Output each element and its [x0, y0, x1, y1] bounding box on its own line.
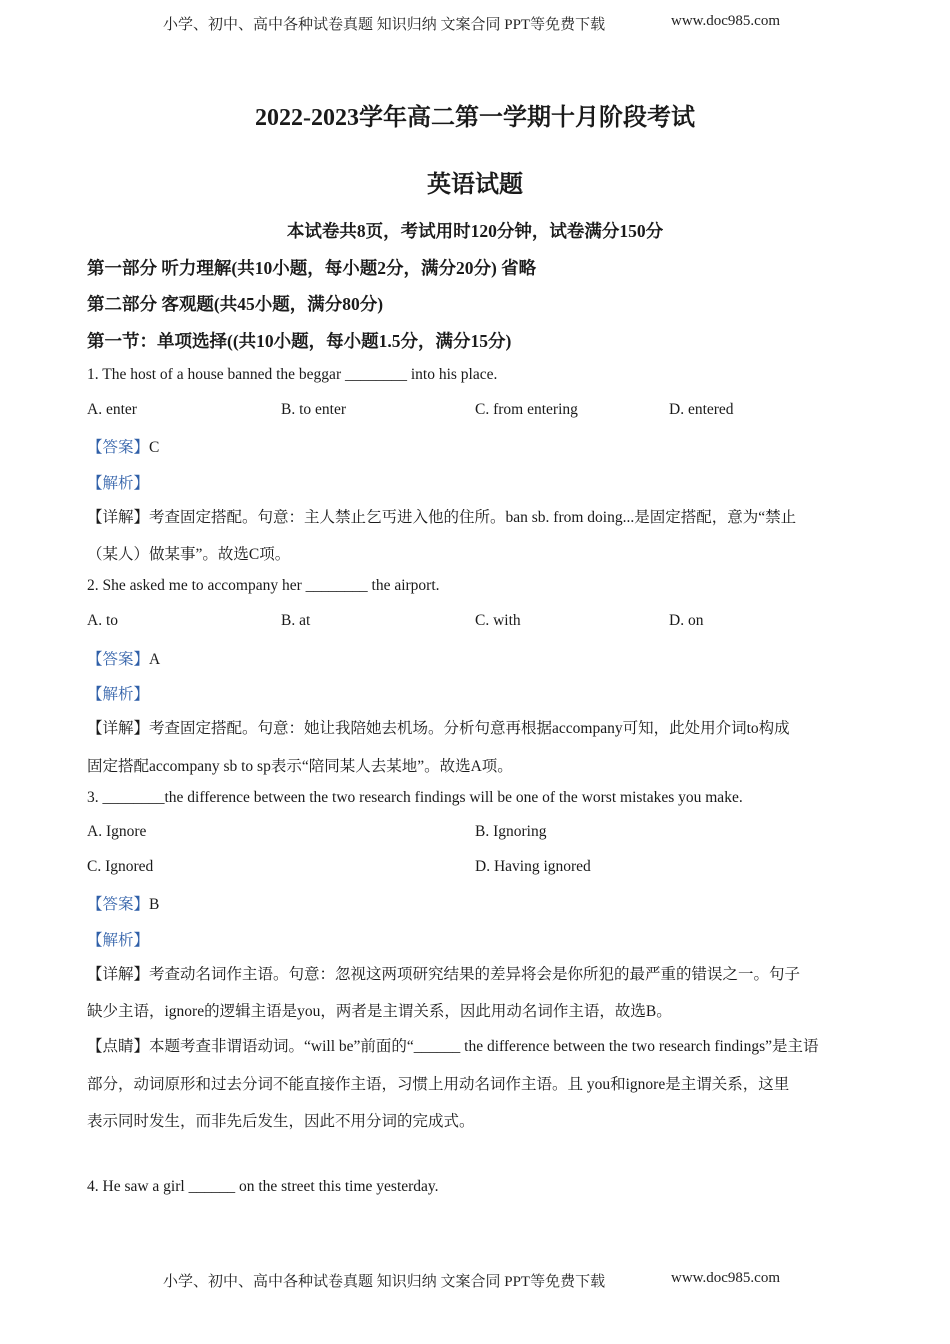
part1-heading: 第一部分 听力理解(共10小题，每小题2分，满分20分) 省略 [87, 258, 537, 278]
answer-tag: 【答案】 [87, 651, 150, 668]
answer-value: A [149, 651, 161, 668]
question-2-option-a: A. to [87, 612, 118, 629]
detail-text: 考查固定搭配。句意：主人禁止乞丐进入他的住所。ban sb. from doing...是固定搭配，意为“禁止 [149, 509, 797, 526]
question-2-option-d: D. on [669, 612, 704, 629]
question-2-analysis-tag: 【解析】 [87, 686, 150, 703]
question-3-answer [87, 892, 159, 914]
question-3-detail-line-2: 缺少主语，ignore的逻辑主语是you，两者是主谓关系，因此用动名词作主语，故选B。 [87, 1003, 672, 1020]
question-1-option-c: C. from entering [475, 401, 578, 418]
answer-tag: 【答案】 [87, 439, 150, 456]
detail-tag: 【详解】 [87, 720, 150, 737]
note-text: 本题考查非谓语动词。“will be”前面的“______ the difference between the two research findings”是主语 [149, 1038, 819, 1055]
exam-title: 2022-2023学年高二第一学期十月阶段考试 [255, 105, 695, 131]
question-3-option-b: B. Ignoring [475, 823, 547, 840]
question-2-detail-line-1 [87, 716, 790, 738]
question-2-answer [87, 647, 160, 669]
question-1-option-d: D. entered [669, 401, 734, 418]
question-3-stem: 3. ________the difference between the two research findings will be one of the worst mistakes you make. [87, 789, 743, 806]
section1-heading: 第一节：单项选择((共10小题，每小题1.5分，满分15分) [87, 331, 512, 351]
header-banner: 小学、初中、高中各种试卷真题 知识归纳 文案合同 PPT等免费下载 [163, 17, 606, 33]
part2-heading: 第二部分 客观题(共45小题，满分80分) [87, 294, 384, 314]
header-url-link[interactable]: www.doc985.com [671, 13, 781, 29]
question-3-note-line-1 [87, 1034, 819, 1056]
footer-banner: 小学、初中、高中各种试卷真题 知识归纳 文案合同 PPT等免费下载 [163, 1274, 606, 1290]
question-2-detail-line-2: 固定搭配accompany sb to sp表示“陪同某人去某地”。故选A项。 [87, 758, 513, 775]
question-4-stem: 4. He saw a girl ______ on the street this time yesterday. [87, 1178, 439, 1195]
question-1-detail-line-2: （某人）做某事”。故选C项。 [87, 546, 291, 563]
question-2-option-c: C. with [475, 612, 521, 629]
question-2-option-b: B. at [281, 612, 311, 629]
question-1-option-b: B. to enter [281, 401, 346, 418]
footer-url-link[interactable]: www.doc985.com [671, 1270, 781, 1286]
question-1-detail-line-1 [87, 505, 796, 527]
note-tag: 【点睛】 [87, 1038, 150, 1055]
question-1-answer [87, 435, 159, 457]
question-3-note-line-3: 表示同时发生，而非先后发生，因此不用分词的完成式。 [87, 1113, 475, 1130]
question-3-note-line-2: 部分，动词原形和过去分词不能直接作主语，习惯上用动名词作主语。且 you和ignore是主谓关系，这里 [87, 1076, 790, 1093]
question-1-option-a: A. enter [87, 401, 137, 418]
question-1-analysis-tag: 【解析】 [87, 475, 150, 492]
detail-text: 考查固定搭配。句意：她让我陪她去机场。分析句意再根据accompany可知，此处用介词to构成 [149, 720, 790, 737]
answer-value: C [149, 439, 160, 456]
detail-tag: 【详解】 [87, 509, 150, 526]
question-3-analysis-tag: 【解析】 [87, 932, 150, 949]
question-3-option-d: D. Having ignored [475, 858, 591, 875]
answer-value: B [149, 896, 160, 913]
answer-tag: 【答案】 [87, 896, 150, 913]
question-3-option-a: A. Ignore [87, 823, 147, 840]
detail-tag: 【详解】 [87, 966, 150, 983]
exam-subject: 英语试题 [427, 172, 523, 198]
question-3-option-c: C. Ignored [87, 858, 154, 875]
question-1-stem: 1. The host of a house banned the beggar ________ into his place. [87, 366, 498, 383]
exam-info: 本试卷共8页，考试用时120分钟，试卷满分150分 [286, 221, 664, 241]
question-3-detail-line-1 [87, 962, 800, 984]
question-2-stem: 2. She asked me to accompany her ________ the airport. [87, 577, 440, 594]
detail-text: 考查动名词作主语。句意：忽视这两项研究结果的差异将会是你所犯的最严重的错误之一。句子 [149, 966, 801, 983]
